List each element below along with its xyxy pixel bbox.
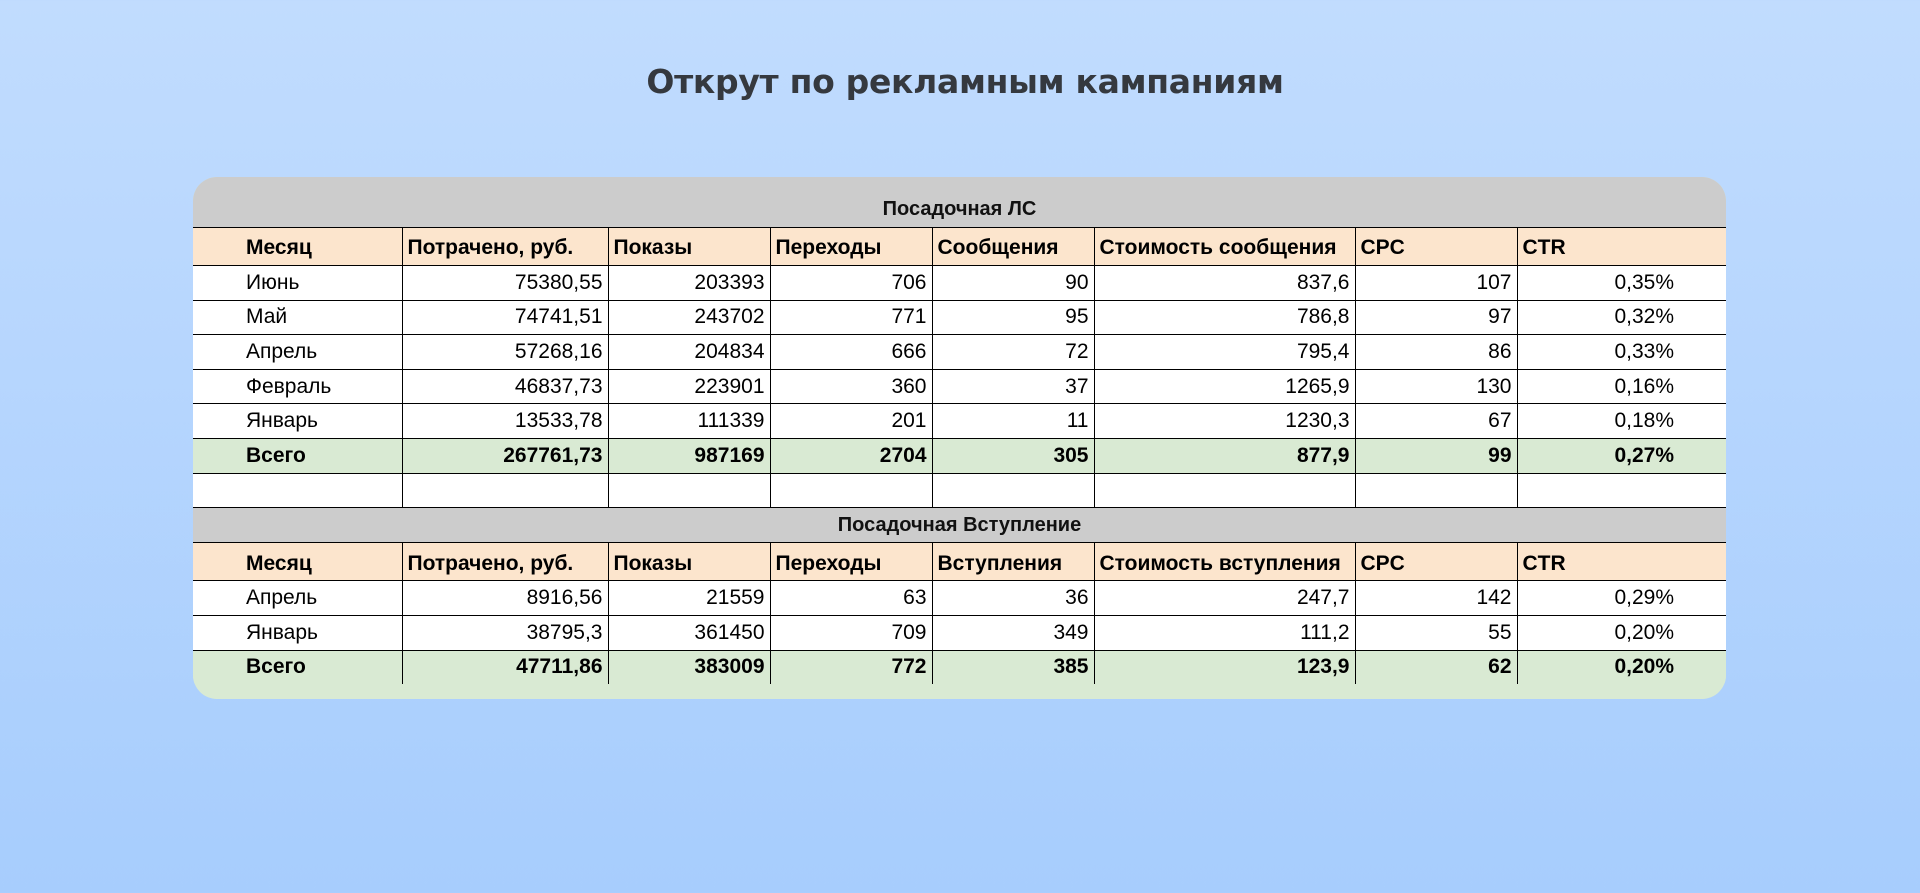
table-cell: 38795,3 <box>402 616 608 651</box>
table-cell: 361450 <box>608 616 770 651</box>
table-cell: 837,6 <box>1094 266 1355 301</box>
column-header: Месяц <box>193 227 402 266</box>
table-cell: Январь <box>193 616 402 651</box>
total-cell: Всего <box>193 439 402 474</box>
total-cell: 772 <box>770 650 932 684</box>
table-cell: 72 <box>932 335 1094 370</box>
column-header: CPC <box>1355 542 1517 581</box>
total-cell: 877,9 <box>1094 439 1355 474</box>
table-cell: 8916,56 <box>402 581 608 616</box>
section-title: Посадочная ЛС <box>193 177 1726 227</box>
table-cell: 0,16% <box>1517 369 1726 404</box>
table-cell: 795,4 <box>1094 335 1355 370</box>
table-cell: 247,7 <box>1094 581 1355 616</box>
total-cell: 2704 <box>770 439 932 474</box>
campaign-stats-table <box>193 177 1726 684</box>
table-cell: 0,33% <box>1517 335 1726 370</box>
section-title-row <box>193 508 1726 543</box>
table-cell: 0,35% <box>1517 266 1726 301</box>
table-cell: 67 <box>1355 404 1517 439</box>
total-cell: Всего <box>193 650 402 684</box>
table-cell: 203393 <box>608 266 770 301</box>
table-cell: 1265,9 <box>1094 369 1355 404</box>
table-row <box>193 581 1726 616</box>
total-cell: 47711,86 <box>402 650 608 684</box>
table-cell: 130 <box>1355 369 1517 404</box>
table-cell: 75380,55 <box>402 266 608 301</box>
table-cell: 57268,16 <box>402 335 608 370</box>
table-cell: 706 <box>770 266 932 301</box>
column-header: Переходы <box>770 542 932 581</box>
table-cell: 243702 <box>608 300 770 335</box>
table-cell: Апрель <box>193 335 402 370</box>
column-header: CPC <box>1355 227 1517 266</box>
table-cell: 666 <box>770 335 932 370</box>
table-cell: Январь <box>193 404 402 439</box>
column-header: Стоимость вступления <box>1094 542 1355 581</box>
table-cell: 63 <box>770 581 932 616</box>
table-row <box>193 300 1726 335</box>
column-header: Вступления <box>932 542 1094 581</box>
table-cell: 111339 <box>608 404 770 439</box>
column-header: CTR <box>1517 227 1726 266</box>
table-cell: 37 <box>932 369 1094 404</box>
total-cell: 0,27% <box>1517 439 1726 474</box>
table-cell: 0,29% <box>1517 581 1726 616</box>
table-cell: 786,8 <box>1094 300 1355 335</box>
spreadsheet-card <box>193 177 1726 699</box>
table-cell: 21559 <box>608 581 770 616</box>
table-cell: 709 <box>770 616 932 651</box>
column-header: Переходы <box>770 227 932 266</box>
table-cell: 97 <box>1355 300 1517 335</box>
table-cell: 46837,73 <box>402 369 608 404</box>
table-cell: 0,20% <box>1517 616 1726 651</box>
table-row <box>193 266 1726 301</box>
table-cell: 13533,78 <box>402 404 608 439</box>
table-cell: 204834 <box>608 335 770 370</box>
column-header: Месяц <box>193 542 402 581</box>
table-cell: 55 <box>1355 616 1517 651</box>
section-title: Посадочная Вступление <box>193 508 1726 543</box>
column-header: Стоимость сообщения <box>1094 227 1355 266</box>
table-header-row <box>193 542 1726 581</box>
table-cell: 90 <box>932 266 1094 301</box>
column-header: Потрачено, руб. <box>402 227 608 266</box>
table-cell: 11 <box>932 404 1094 439</box>
table-cell: Май <box>193 300 402 335</box>
table-row <box>193 369 1726 404</box>
table-cell: Июнь <box>193 266 402 301</box>
total-cell: 385 <box>932 650 1094 684</box>
table-cell: 771 <box>770 300 932 335</box>
spacer-row <box>193 473 1726 508</box>
table-cell: Апрель <box>193 581 402 616</box>
total-cell: 62 <box>1355 650 1517 684</box>
column-header: Потрачено, руб. <box>402 542 608 581</box>
table-row <box>193 616 1726 651</box>
total-cell: 305 <box>932 439 1094 474</box>
table-header-row <box>193 227 1726 266</box>
total-cell: 99 <box>1355 439 1517 474</box>
table-cell: 349 <box>932 616 1094 651</box>
table-cell: 0,18% <box>1517 404 1726 439</box>
total-row <box>193 650 1726 684</box>
table-cell: 74741,51 <box>402 300 608 335</box>
table-cell: 86 <box>1355 335 1517 370</box>
table-cell: 223901 <box>608 369 770 404</box>
table-cell: 1230,3 <box>1094 404 1355 439</box>
table-cell: 142 <box>1355 581 1517 616</box>
section-title-row <box>193 177 1726 227</box>
table-row <box>193 335 1726 370</box>
table-row <box>193 404 1726 439</box>
total-cell: 0,20% <box>1517 650 1726 684</box>
column-header: Сообщения <box>932 227 1094 266</box>
table-cell: 107 <box>1355 266 1517 301</box>
column-header: CTR <box>1517 542 1726 581</box>
table-cell: 36 <box>932 581 1094 616</box>
page-title: Открут по рекламным кампаниям <box>646 62 1284 101</box>
table-cell: 95 <box>932 300 1094 335</box>
table-cell: 201 <box>770 404 932 439</box>
table-cell: 360 <box>770 369 932 404</box>
table-cell: 111,2 <box>1094 616 1355 651</box>
total-cell: 987169 <box>608 439 770 474</box>
column-header: Показы <box>608 542 770 581</box>
total-cell: 267761,73 <box>402 439 608 474</box>
total-row <box>193 439 1726 474</box>
table-cell: 0,32% <box>1517 300 1726 335</box>
total-cell: 383009 <box>608 650 770 684</box>
column-header: Показы <box>608 227 770 266</box>
total-cell: 123,9 <box>1094 650 1355 684</box>
table-cell: Февраль <box>193 369 402 404</box>
